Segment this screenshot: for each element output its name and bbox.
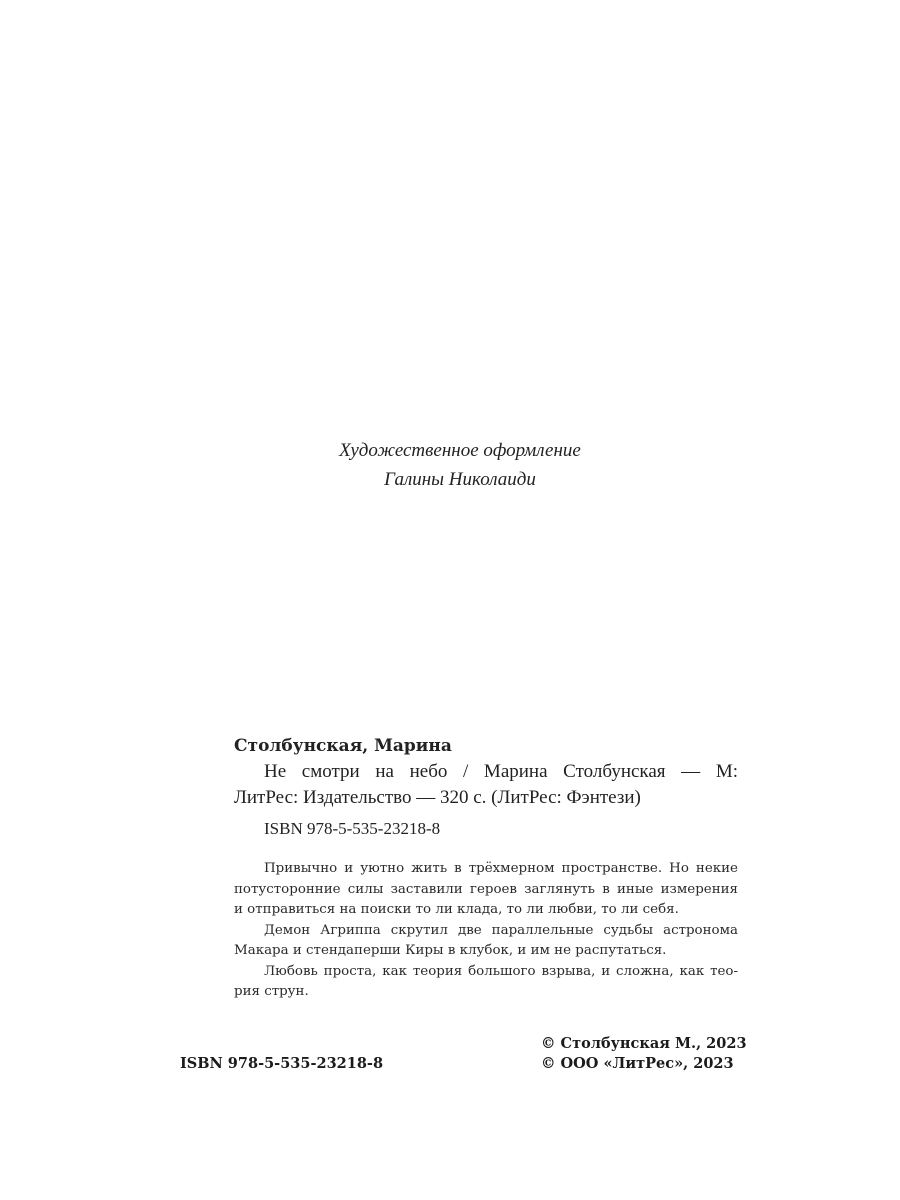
book-description-line-2: ЛитРес: Издательство — 320 с. (ЛитРес: Фэнтези) <box>234 787 641 808</box>
annotation-line: Макара и стендаперши Киры в клубок, и им не распутаться. <box>234 943 667 958</box>
author-heading: Столбунская, Марина <box>234 736 452 756</box>
copyright-publisher: © ООО «ЛитРес», 2023 <box>541 1055 734 1072</box>
isbn-record: ISBN 978-5-535-23218-8 <box>264 819 441 838</box>
annotation-line: рия струн. <box>234 984 309 999</box>
annotation-line: Любовь проста, как теория большого взрыва, и сложна, как тео- <box>264 963 738 979</box>
copyright-block <box>541 1034 747 1074</box>
credits-line-2: Галины Николаиди <box>384 469 536 490</box>
book-description-line-1: Не смотри на небо / Марина Столбунская — М: <box>264 761 738 782</box>
annotation-line: Привычно и уютно жить в трёхмерном пространстве. Но некие <box>264 861 738 876</box>
annotation <box>234 859 738 1003</box>
annotation-line: Демон Агриппа скрутил две параллельные судьбы астронома <box>264 922 738 938</box>
isbn-footer: ISBN 978-5-535-23218-8 <box>180 1055 384 1072</box>
copyright-author: © Столбунская М., 2023 <box>541 1035 747 1052</box>
bibliographic-record <box>234 734 738 1003</box>
credits-line-1: Художественное оформление <box>339 440 581 461</box>
annotation-line: и отправиться на поиски то ли клада, то ли любви, то ли себя. <box>234 902 679 917</box>
annotation-line: потусторонние силы заставили героев заглянуть в иные измерения <box>234 881 738 897</box>
design-credits <box>0 436 900 494</box>
